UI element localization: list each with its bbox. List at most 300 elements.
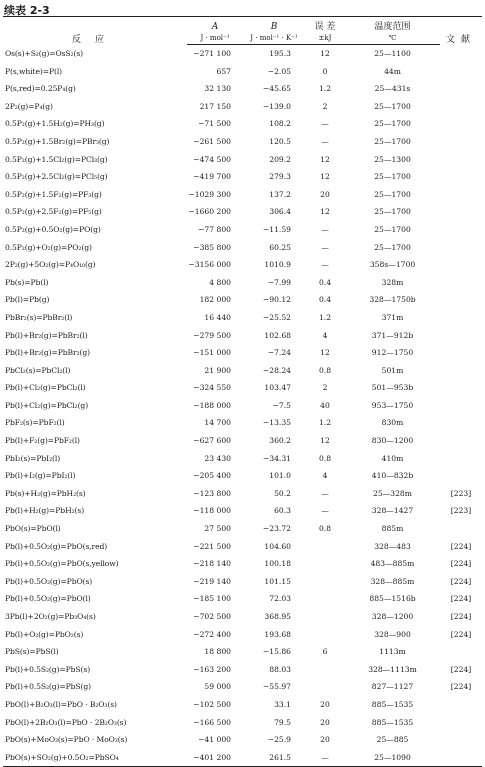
temperature-range-cell: 483—885m [370, 559, 415, 569]
b-value-cell: 60.3 [274, 506, 291, 516]
b-value-cell: −25.52 [262, 312, 291, 322]
temperature-range-cell: 885—1535 [371, 699, 414, 709]
a-value-cell: −261 500 [193, 136, 231, 146]
a-value-cell: −77 800 [198, 224, 231, 234]
temperature-range-cell: 830m [381, 418, 404, 428]
reaction-cell: Pb(s)+H₂(g)=PbH₂(s) [5, 488, 86, 498]
a-value-cell: 18 800 [204, 647, 231, 657]
header-error: 误 差 [305, 17, 345, 33]
reference-cell [440, 379, 482, 397]
error-cell: 1.2 [318, 84, 332, 94]
a-value-cell: 217 150 [199, 101, 231, 111]
b-value-cell: 108.2 [269, 119, 291, 129]
error-cell: 12 [320, 436, 330, 446]
table-row [3, 309, 482, 327]
reaction-cell: Pb(l)+0.5O₂(g)=PbO(s,yellow) [5, 559, 119, 569]
table-row [3, 221, 482, 239]
a-value-cell: 23 430 [204, 453, 231, 463]
a-value-cell: −702 500 [193, 612, 231, 621]
reaction-cell: PbO(s)+MoO₃(s)=PbO · MoO₃(s) [5, 735, 128, 745]
a-value-cell: −1029 300 [188, 189, 231, 199]
a-value-cell: 16 440 [204, 312, 231, 322]
reference-cell [440, 274, 482, 292]
b-value-cell: −23.72 [262, 524, 291, 534]
temperature-range-cell: 885—1535 [371, 717, 414, 727]
error-cell: 1.2 [318, 418, 332, 428]
reaction-cell: 0.5P₂(g)+O₂(g)=PO₂(g) [5, 242, 92, 252]
a-value-cell: 14 700 [204, 418, 231, 428]
error-cell: — [321, 119, 329, 129]
temperature-range-cell: 371—912b [371, 330, 414, 340]
table-row [3, 186, 482, 204]
reference-cell [440, 432, 482, 450]
reference-cell [440, 327, 482, 345]
b-value-cell: −90.12 [262, 295, 291, 305]
reaction-cell: PbO(l)+2B₂O₃(l)=PbO · 2B₂O₃(s) [5, 717, 127, 727]
a-value-cell: −3156 000 [188, 260, 231, 270]
reaction-cell: 0.5P₂(g)+1.5Cl₂(g)=PCl₃(g) [5, 154, 108, 164]
b-value-cell: 279.3 [269, 172, 291, 182]
a-value-cell: −1660 200 [188, 207, 231, 217]
temperature-range-cell: 25—1700 [374, 242, 411, 252]
temperature-range-cell: 25—1700 [374, 136, 411, 146]
error-cell: — [321, 260, 329, 270]
temperature-range-cell: 44m [384, 66, 401, 76]
reference-cell [440, 256, 482, 274]
b-value-cell: 88.03 [269, 664, 291, 674]
a-value-cell: −474 500 [193, 154, 231, 164]
reaction-cell: Pb(l)+0.5O₂(g)=PbO(s) [5, 576, 93, 586]
reference-cell: [224] [450, 541, 472, 551]
a-value-cell: −271 100 [193, 49, 231, 58]
table-row [3, 274, 482, 292]
reference-cell [440, 309, 482, 327]
table-row [3, 538, 482, 556]
table-row [3, 362, 482, 380]
reaction-cell: Pb(l)+Cl₂(g)=PbCl₂(l) [5, 383, 86, 393]
temperature-range-cell: 953—1750 [371, 400, 414, 410]
reaction-cell: P(s,red)=0.25P₄(g) [5, 84, 76, 94]
a-value-cell: −219 140 [193, 576, 231, 586]
temperature-range-cell: 25—1700 [374, 189, 411, 199]
reference-cell [440, 203, 482, 221]
table-row [3, 432, 482, 450]
table-body [3, 45, 482, 767]
temperature-range-cell: 501—953b [371, 383, 414, 393]
b-value-cell: 103.47 [264, 383, 291, 393]
reaction-cell: 2P₂(g)=P₄(g) [5, 101, 53, 111]
a-value-cell: 182 000 [199, 295, 231, 305]
error-cell [305, 678, 345, 696]
reaction-cell: PbS(s)=PbS(l) [5, 647, 59, 657]
reference-cell [440, 186, 482, 204]
temperature-range-cell: 25—1300 [374, 154, 411, 164]
reaction-cell: Pb(l)=Pb(g) [5, 295, 50, 305]
b-value-cell: 209.2 [269, 154, 291, 164]
table-row [3, 661, 482, 679]
temperature-range-cell: 328—1113m [368, 664, 417, 674]
reference-cell [440, 168, 482, 186]
a-value-cell: −324 550 [193, 383, 231, 393]
a-value-cell: −118 000 [193, 506, 231, 516]
temperature-range-cell: 328m [381, 277, 404, 287]
a-value-cell: −185 100 [193, 594, 231, 604]
error-cell [305, 538, 345, 556]
error-cell: 12 [320, 207, 330, 217]
reaction-cell: PbO(s)+SO₂(g)+0.5O₂=PbSO₄ [3, 749, 187, 767]
temperature-range-cell: 25—328m [373, 488, 412, 498]
b-value-cell: 120.5 [269, 136, 291, 146]
table-row [3, 590, 482, 608]
b-value-cell: 33.1 [274, 699, 291, 709]
table-row [3, 678, 482, 696]
reaction-cell: 0.5P₂(g)+2.5F₂(g)=PF₅(g) [5, 207, 102, 217]
error-cell: 0.4 [318, 295, 332, 305]
table-row [3, 696, 482, 714]
reference-cell [440, 63, 482, 81]
reference-cell [440, 45, 482, 63]
reference-cell [440, 133, 482, 151]
temperature-range-cell: 912—1750 [371, 348, 414, 358]
temperature-range-cell: 25—1090 [345, 749, 440, 767]
temperature-range-cell: 328—483 [374, 541, 411, 551]
header-reaction: 反应 [3, 17, 187, 45]
a-value-cell: −627 600 [193, 436, 231, 446]
b-value-cell: 60.25 [269, 242, 291, 252]
table-row [3, 344, 482, 362]
reaction-cell: Pb(s)=Pb(l) [5, 277, 49, 287]
error-cell: 12 [320, 172, 330, 182]
a-value-cell: −385 800 [193, 242, 231, 252]
header-b: B [243, 17, 305, 33]
reaction-cell: Pb(l)+0.5O₂(g)=PbO(s,red) [5, 541, 108, 551]
table-row [3, 397, 482, 415]
reference-cell: [224] [450, 576, 472, 586]
header-temp-unit: ℃ [345, 32, 440, 45]
error-cell: 2 [322, 383, 328, 393]
a-value-cell: −151 000 [193, 348, 231, 358]
error-cell: — [321, 224, 329, 234]
b-value-cell: 50.2 [274, 488, 291, 498]
error-cell: 20 [320, 189, 330, 199]
reference-cell [440, 239, 482, 257]
thermo-data-table [3, 16, 482, 767]
reference-cell [440, 714, 482, 732]
table-row [3, 731, 482, 749]
b-value-cell: 72.03 [269, 594, 291, 604]
reference-cell: [224] [450, 629, 472, 639]
a-value-cell: −166 500 [193, 717, 231, 727]
error-cell: 12 [320, 154, 330, 164]
table-row [3, 256, 482, 274]
a-value-cell: −205 400 [193, 471, 231, 481]
reaction-cell: Pb(l)+F₂(g)=PbF₂(l) [5, 436, 80, 446]
reaction-cell: 3Pb(l)+2O₂(g)=Pb₃O₄(s) [5, 612, 96, 621]
temperature-range-cell: 25—1700 [374, 172, 411, 182]
table-row [3, 573, 482, 591]
error-cell: 1.2 [318, 312, 332, 322]
reference-cell [440, 344, 482, 362]
reaction-cell: PbBr₂(s)=PbBr₂(l) [5, 312, 73, 322]
table-row [3, 714, 482, 732]
a-value-cell: −102 500 [193, 699, 231, 709]
table-row [3, 239, 482, 257]
temperature-range-cell: 25—1100 [374, 49, 411, 58]
reference-cell [440, 731, 482, 749]
b-value-cell: −28.24 [262, 365, 291, 375]
reference-cell: [224] [450, 682, 472, 692]
table-row [3, 98, 482, 116]
b-value-cell: −34.31 [262, 453, 291, 463]
temperature-range-cell: 827—1127 [371, 682, 414, 692]
temperature-range-cell: 501m [381, 365, 404, 375]
reaction-cell: PbF₂(s)=PbF₂(l) [5, 418, 65, 428]
reaction-cell: PbO(l)+B₂O₃(l)=PbO · B₂O₃(s) [5, 699, 117, 709]
a-value-cell: −279 500 [193, 330, 231, 340]
b-value-cell: −139.0 [262, 101, 291, 111]
a-value-cell: 4 800 [209, 277, 231, 287]
reference-cell [440, 643, 482, 661]
reference-cell [440, 397, 482, 415]
error-cell: 4 [322, 471, 328, 481]
reference-cell: [224] [450, 559, 472, 569]
reaction-cell: Os(s)+S₂(g)=OsS₂(s) [5, 48, 83, 58]
reaction-cell: Pb(l)+Br₂(g)=PbBr₂(g) [5, 348, 91, 358]
reaction-cell: 0.5P₂(g)+2.5Cl₂(g)=PCl₅(g) [5, 172, 108, 182]
b-value-cell: 104.60 [264, 541, 291, 551]
table-row [3, 520, 482, 538]
table-row [3, 291, 482, 309]
b-value-cell: −15.86 [262, 647, 291, 657]
b-value-cell: −55.97 [262, 682, 291, 692]
reaction-cell: Pb(l)+0.5S₂(g)=PbS(g) [5, 682, 92, 692]
error-cell: 0.8 [318, 453, 332, 463]
table-row [3, 203, 482, 221]
temperature-range-cell: 410—832b [371, 471, 414, 481]
error-cell [305, 626, 345, 644]
reference-cell [440, 115, 482, 133]
temperature-range-cell: 410m [381, 453, 404, 463]
temperature-range-cell: 371m [381, 312, 404, 322]
temperature-range-cell: 25—1700 [374, 101, 411, 111]
a-value-cell: 21 900 [204, 365, 231, 375]
b-value-cell: 306.4 [269, 207, 291, 217]
reaction-cell: P(s,white)=P(l) [5, 66, 63, 76]
error-cell: — [321, 488, 329, 498]
temperature-range-cell: 25—1700 [374, 207, 411, 217]
temperature-range-cell: 25—431s [374, 84, 411, 94]
error-cell [305, 661, 345, 679]
table-row [3, 151, 482, 169]
header-ref: 文献 [440, 17, 482, 45]
table-row [3, 414, 482, 432]
reaction-cell: Pb(l)+0.5S₂(g)=PbS(s) [5, 664, 91, 674]
temperature-range-cell: 830—1200 [371, 436, 414, 446]
error-cell: 12 [320, 348, 330, 358]
temperature-range-cell: 328—1427 [371, 506, 414, 516]
reaction-cell: Pb(l)+I₂(g)=PbI₂(l) [5, 471, 76, 481]
reference-cell [440, 291, 482, 309]
a-value-cell: −218 140 [193, 559, 231, 569]
a-value-cell: 27 500 [204, 524, 231, 534]
error-cell: 0 [322, 66, 328, 76]
b-value-cell: 137.2 [269, 189, 291, 199]
error-cell [305, 590, 345, 608]
reaction-cell: Pb(l)+O₂(g)=PbO₂(s) [5, 629, 84, 639]
error-cell: — [305, 749, 345, 767]
reference-cell [440, 696, 482, 714]
b-value-cell: −13.35 [262, 418, 291, 428]
b-value-cell: 261.5 [243, 749, 305, 767]
error-cell: — [321, 242, 329, 252]
error-cell: 12 [320, 49, 330, 58]
reference-cell: [223] [450, 506, 472, 516]
error-cell: 0.8 [318, 365, 332, 375]
b-value-cell: 193.68 [264, 629, 291, 639]
a-value-cell: −221 500 [193, 541, 231, 551]
b-value-cell: −25.9 [267, 735, 291, 745]
b-value-cell: 1010.9 [264, 260, 291, 270]
temperature-range-cell: 25—1700 [374, 224, 411, 234]
a-value-cell: −401 200 [187, 749, 243, 767]
b-value-cell: 195.3 [269, 49, 291, 58]
table-row [3, 485, 482, 503]
b-value-cell: 368.95 [264, 612, 291, 621]
temperature-range-cell: 25—1700 [374, 119, 411, 129]
reaction-cell: Pb(l)+Cl₂(g)=PbCl₂(g) [5, 400, 89, 410]
b-value-cell: 102.68 [264, 330, 291, 340]
reference-cell: [224] [450, 612, 472, 621]
table-caption: 续表 2-3 [4, 4, 50, 17]
b-value-cell: 101.15 [264, 576, 291, 586]
temperature-range-cell: 1113m [379, 647, 406, 657]
b-value-cell: −2.05 [267, 66, 291, 76]
b-value-cell: −7.24 [267, 348, 291, 358]
table-row [3, 327, 482, 345]
table-row [3, 115, 482, 133]
b-value-cell: 101.0 [269, 471, 291, 481]
temperature-range-cell: 885m [381, 524, 404, 534]
header-a: A [187, 17, 243, 33]
table-row [3, 555, 482, 573]
table-row [3, 450, 482, 468]
table-row [3, 63, 482, 81]
reaction-cell: Pb(l)+H₂(g)=PbH₂(s) [5, 506, 85, 516]
table-row [3, 45, 482, 63]
reaction-cell: Pb(l)+0.5O₂(g)=PbO(l) [5, 594, 91, 604]
reference-cell [440, 749, 482, 767]
error-cell: — [321, 136, 329, 146]
table-row [3, 133, 482, 151]
reference-cell: [223] [450, 488, 472, 498]
table-row [3, 502, 482, 520]
a-value-cell: −41 000 [198, 735, 231, 745]
b-value-cell: −7.5 [272, 400, 291, 410]
reference-cell: [224] [450, 594, 472, 604]
a-value-cell: 657 [216, 66, 231, 76]
a-value-cell: −163 200 [193, 664, 231, 674]
table-row [3, 467, 482, 485]
b-value-cell: −45.65 [262, 84, 291, 94]
error-cell: 2 [322, 101, 328, 111]
a-value-cell: −71 500 [198, 119, 231, 129]
reference-cell [440, 98, 482, 116]
table-row [3, 379, 482, 397]
reference-cell [440, 221, 482, 239]
error-cell [305, 608, 345, 626]
reference-cell [440, 362, 482, 380]
reaction-cell: PbI₂(s)=PbI₂(l) [5, 453, 61, 463]
reference-cell [440, 414, 482, 432]
error-cell: 20 [320, 735, 330, 745]
reference-cell [440, 520, 482, 538]
error-cell: — [321, 506, 329, 516]
a-value-cell: −419 700 [193, 172, 231, 182]
reaction-cell: PbCl₂(s)=PbCl₂(l) [5, 365, 71, 375]
reaction-cell: Pb(l)+Br₂(g)=PbBr₂(l) [5, 330, 88, 340]
temperature-range-cell: 328—885m [370, 576, 415, 586]
error-cell: 0.8 [318, 524, 332, 534]
temperature-range-cell: 328—900 [374, 629, 411, 639]
a-value-cell: 59 000 [204, 682, 231, 692]
header-temp: 温度范围 [345, 17, 440, 33]
reaction-cell: 0.5P₂(g)+1.5Br₂(g)=PBr₃(g) [5, 136, 110, 146]
error-cell: 6 [322, 647, 328, 657]
a-value-cell: −123 800 [193, 488, 231, 498]
reaction-cell: 0.5P₂(g)+1.5F₂(g)=PF₃(g) [5, 189, 102, 199]
temperature-range-cell: 885—1516b [369, 594, 416, 604]
table-row [3, 626, 482, 644]
reaction-cell: PbO(s)=PbO(l) [5, 524, 61, 534]
header-a-unit: J · mol⁻¹ [187, 32, 243, 45]
reaction-cell: 0.5P₂(g)+1.5H₂(g)=PH₃(g) [5, 119, 105, 129]
b-value-cell: 360.2 [269, 436, 291, 446]
table-row [3, 643, 482, 661]
temperature-range-cell: 328—1200 [371, 612, 414, 621]
temperature-range-cell: 25—885 [376, 735, 409, 745]
reference-cell [440, 450, 482, 468]
reference-cell: [224] [450, 664, 472, 674]
a-value-cell: 32 130 [204, 84, 231, 94]
a-value-cell: −188 000 [193, 400, 231, 410]
table-row [3, 749, 482, 767]
a-value-cell: −272 400 [193, 629, 231, 639]
reaction-cell: 2P₂(g)+5O₂(g)=P₄O₁₀(g) [5, 260, 96, 270]
temperature-range-cell: 358s—1700 [369, 260, 416, 270]
error-cell: 20 [320, 717, 330, 727]
b-value-cell: 79.5 [274, 717, 291, 727]
error-cell: 40 [320, 400, 330, 410]
table-row [3, 168, 482, 186]
header-b-unit: J · mol⁻¹ · K⁻¹ [243, 32, 305, 45]
header-error-unit: ±kJ [305, 32, 345, 45]
error-cell [305, 555, 345, 573]
error-cell: 20 [320, 699, 330, 709]
error-cell: 4 [322, 330, 328, 340]
reference-cell [440, 467, 482, 485]
error-cell [305, 573, 345, 591]
b-value-cell: −11.59 [262, 224, 291, 234]
table-row [3, 608, 482, 626]
b-value-cell: −7.99 [267, 277, 291, 287]
error-cell: 0.4 [318, 277, 332, 287]
table-row [3, 80, 482, 98]
reaction-cell: 0.5P₂(g)+0.5O₂(g)=PO(g) [5, 224, 101, 234]
reference-cell [440, 80, 482, 98]
temperature-range-cell: 328—1750b [369, 295, 416, 305]
reference-cell [440, 151, 482, 169]
b-value-cell: 100.18 [264, 559, 291, 569]
